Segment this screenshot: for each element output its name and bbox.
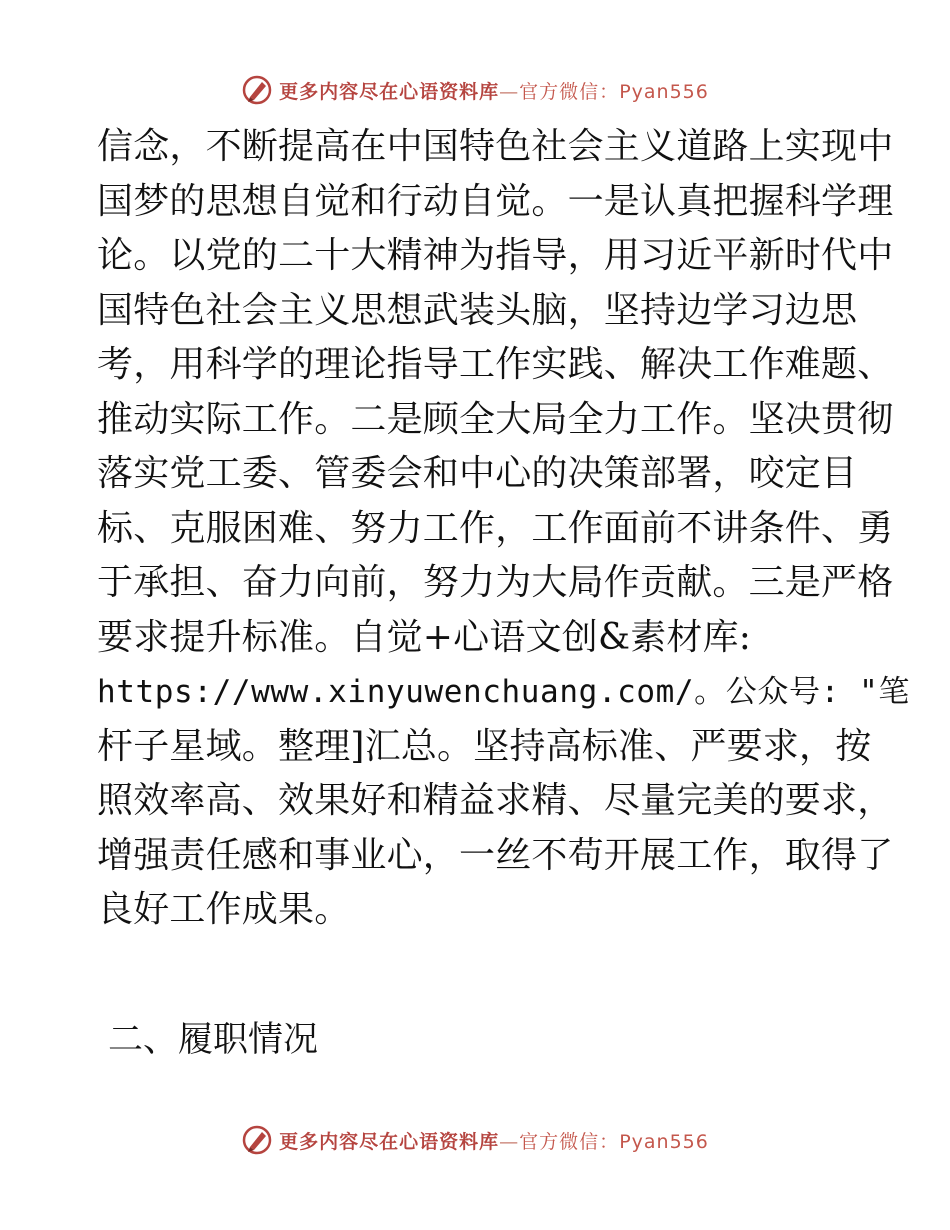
site-name: 更多内容尽在心语资料库 [279,1130,500,1153]
wechat-label: 官方微信： [519,1130,620,1153]
body-line: 信念，不断提高在中国特色社会主义道路上实现中 [97,126,894,167]
wechat-account: Pyan556 [619,1130,709,1153]
body-line: 标、克服困难、努力工作，工作面前不讲条件、勇 [97,507,894,549]
body-line: 推动实际工作。二是顾全大局全力工作。坚决贯彻 [97,398,894,440]
banner-text [279,77,709,104]
header-banner [0,70,950,110]
body-line: 论。以党的二十大精神为指导，用习近平新时代中 [97,235,894,276]
body-line: 要求提升标准。自觉+心语文创&素材库: [97,616,752,658]
body-line: 于承担、奋力向前，努力为大局作贡献。三是严格 [97,562,894,603]
wechat-account: Pyan556 [619,80,709,103]
footer-banner [0,1120,950,1160]
section-heading: 二、履职情况 [108,1020,319,1060]
body-line: 增强责任感和事业心，一丝不苟开展工作，取得了 [97,834,894,876]
body-line: 杆子星域。整理]汇总。坚持高标准、严要求，按 [97,725,872,767]
banner-separator: — [499,80,520,103]
wechat-label: 官方微信： [519,80,620,103]
banner-text [279,1127,709,1154]
body-line-url: https://www.xinyuwenchuang.com/。公众号: "笔 [97,674,910,710]
banner-separator: — [499,1130,520,1153]
body-line: 国梦的思想自觉和行动自觉。一是认真把握科学理 [97,180,894,222]
body-line: 考，用科学的理论指导工作实践、解决工作难题、 [97,344,894,385]
body-line: 良好工作成果。 [97,889,351,930]
body-line: 落实党工委、管委会和中心的决策部署，咬定目 [97,453,858,494]
pen-logo-icon [241,74,273,106]
pen-logo-icon [241,1124,273,1156]
site-name: 更多内容尽在心语资料库 [279,80,500,103]
document-body [97,120,910,938]
body-line: 国特色社会主义思想武装头脑，坚持边学习边思 [97,289,858,331]
body-line: 照效率高、效果好和精益求精、尽量完美的要求， [97,780,894,821]
